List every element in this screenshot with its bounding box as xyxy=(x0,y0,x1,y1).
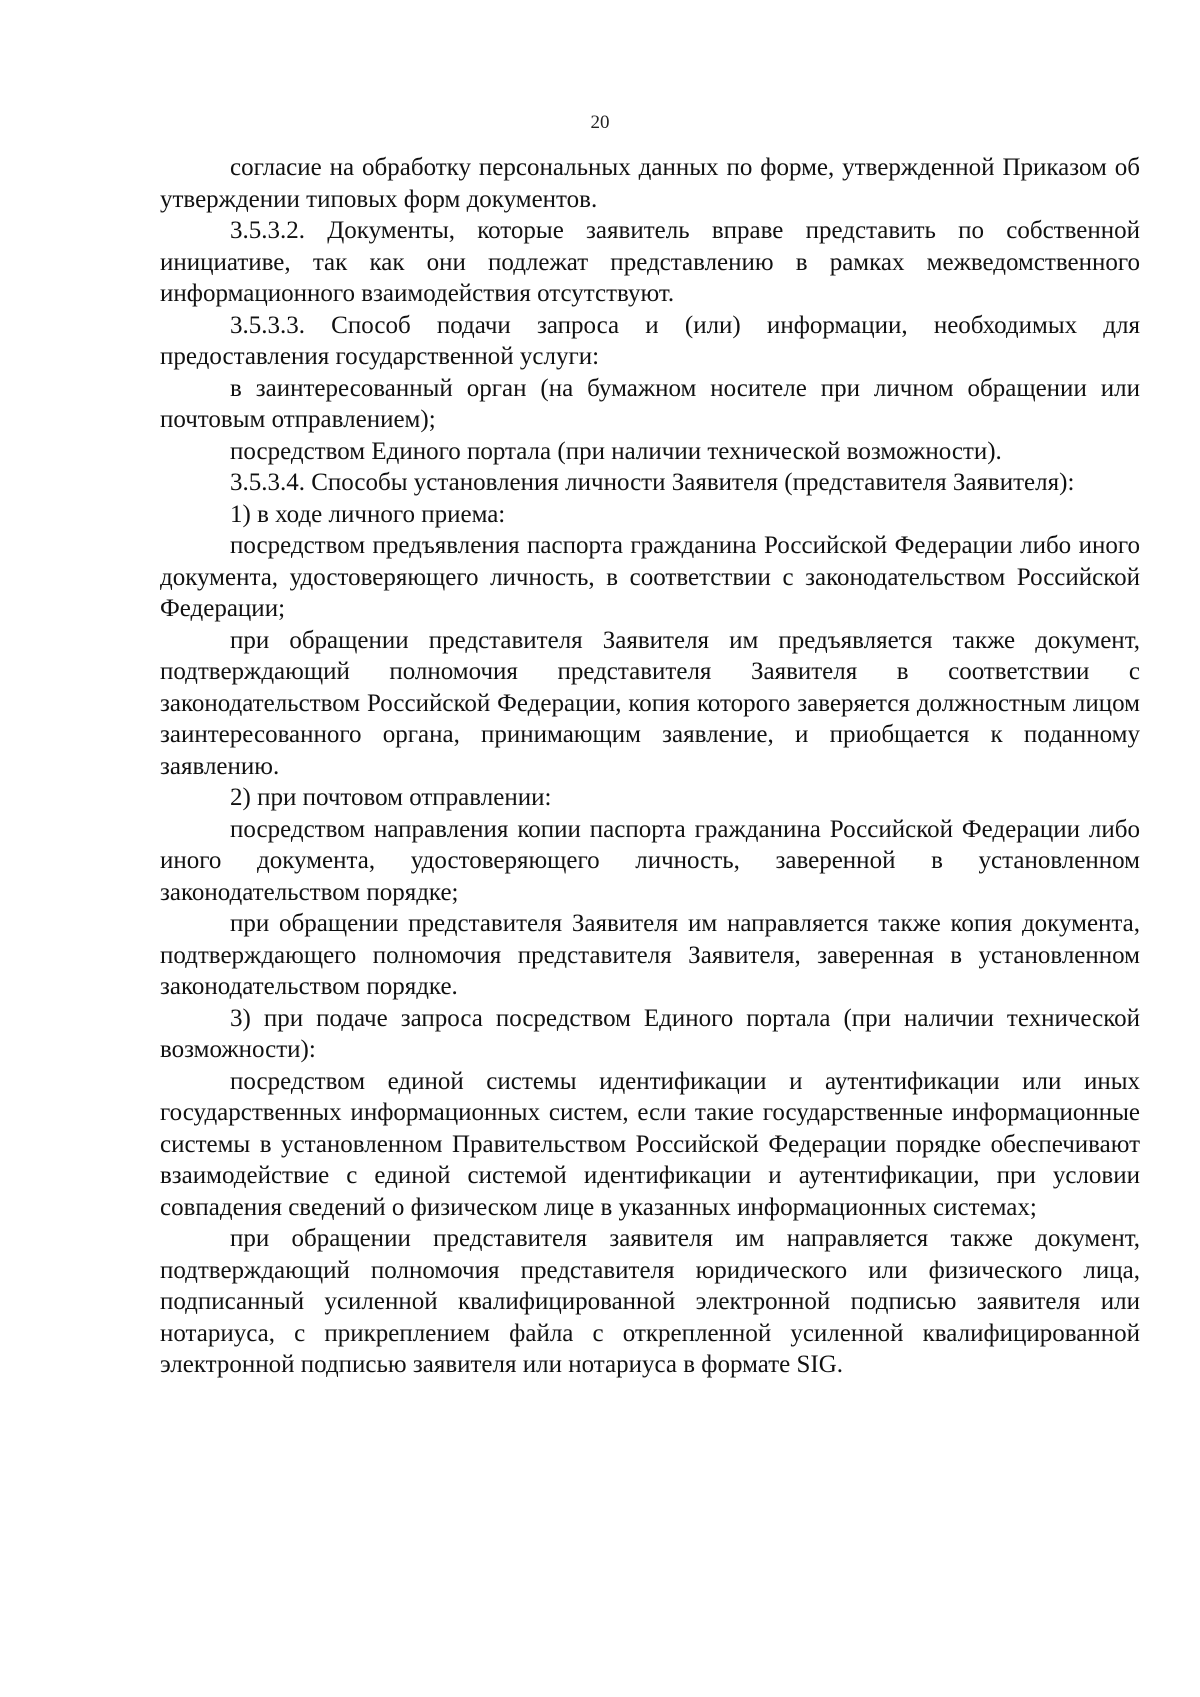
page-number: 20 xyxy=(590,112,610,133)
paragraph: 3.5.3.2. Документы, которые заявитель вправе представить по собственной инициативе, так как они подлежат представлению в рамках межведомственного информационного взаимодействия отсутствуют. xyxy=(160,217,1140,307)
paragraph: при обращении представителя Заявителя им предъявляется также документ, подтверждающий полномочия представителя Заявителя в соответствии с законодательством Российской Федерации, копия которого заверяется должностным лицом заинтересованного органа, принимающим заявление, и приобщается к поданному заявлению. xyxy=(160,626,1140,780)
body-text xyxy=(160,152,1140,1381)
paragraph: 3.5.3.3. Способ подачи запроса и (или) информации, необходимых для предоставления государственной услуги: xyxy=(160,311,1140,370)
paragraph: посредством предъявления паспорта гражданина Российской Федерации либо иного документа, удостоверяющего личность, в соответствии с законодательством Российской Федерации; xyxy=(160,532,1140,622)
paragraph: посредством Единого портала (при наличии технической возможности). xyxy=(230,437,1002,465)
paragraph: 2) при почтовом отправлении: xyxy=(230,784,552,811)
paragraph: при обращении представителя заявителя им направляется также документ, подтверждающий полномочия представителя юридического или физического лица, подписанный усиленной квалифицированной электронной подписью заявителя или нотариуса, с прикреплением файла с открепленной усиленной квалифицированной электронной подписью заявителя или нотариуса в формате SIG. xyxy=(160,1225,1140,1378)
paragraph: посредством направления копии паспорта гражданина Российской Федерации либо иного документа, удостоверяющего личность, заверенной в установленном законодательством порядке; xyxy=(160,815,1140,906)
paragraph: при обращении представителя Заявителя им направляется также копия документа, подтверждающего полномочия представителя Заявителя, заверенная в установленном законодательством порядке. xyxy=(160,910,1140,1000)
paragraph: согласие на обработку персональных данных по форме, утвержденной Приказом об утверждении типовых форм документов. xyxy=(160,154,1140,213)
paragraph: посредством единой системы идентификации и аутентификации или иных государственных информационных систем, если такие государственные информационные системы в установленном Правительством Российской Федерации порядке обеспечивают взаимодействие с единой системой идентификации и аутентификации, при условии совпадения сведений о физическом лице в указанных информационных системах; xyxy=(160,1067,1140,1221)
paragraph: 1) в ходе личного приема: xyxy=(230,500,506,528)
paragraph: в заинтересованный орган (на бумажном носителе при личном обращении или почтовым отправлением); xyxy=(160,374,1140,433)
paragraph: 3.5.3.4. Способы установления личности Заявителя (представителя Заявителя): xyxy=(230,469,1075,496)
paragraph: 3) при подаче запроса посредством Единого портала (при наличии технической возможности): xyxy=(160,1004,1140,1063)
